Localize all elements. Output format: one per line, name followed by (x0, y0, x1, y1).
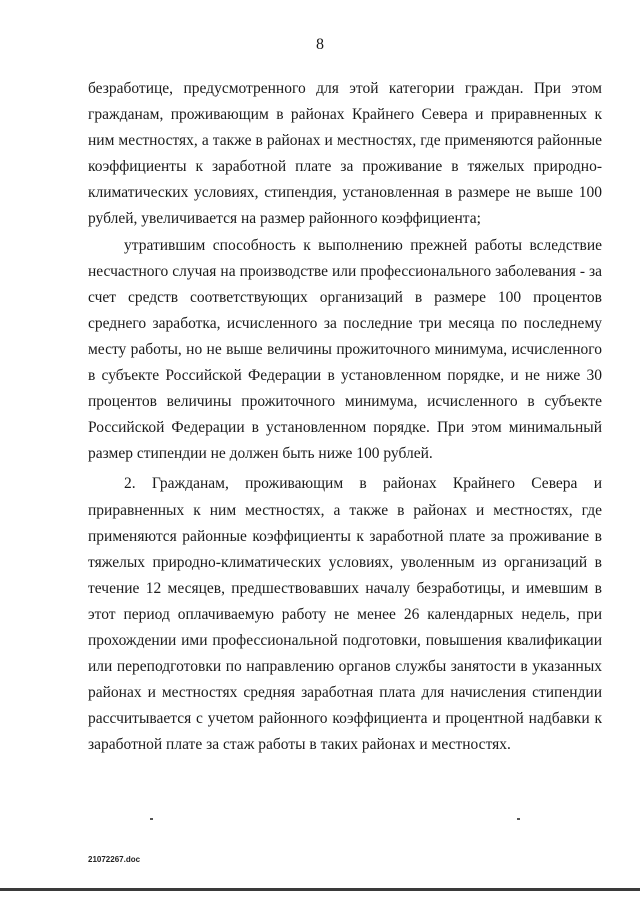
page-number: 8 (316, 36, 324, 53)
scan-mark-right (517, 818, 520, 820)
paragraph-disability-stipend: утратившим способность к выполнению прежней работы вследствие несчастного случая на производстве или профессионального заболевания - за счет средств соответствующих организаций в размере 100 процентов среднего заработка, исчисленного за последние три месяца по последнему месту работы, но не выше величины прожиточного минимума, исчисленного в субъекте Российской Федерации в установленном порядке, и не ниже 30 процентов величины прожиточного минимума, исчисленного в субъекте Российской Федерации в установленном порядке. При этом минимальный размер стипендии не должен быть ниже 100 рублей. (88, 236, 602, 463)
scan-mark-left (150, 818, 153, 820)
paragraph-continuation: безработице, предусмотренного для этой категории граждан. При этом гражданам, проживающим в районах Крайнего Севера и приравненных к ним местностях, а также в районах и местностях, где применяются районные коэффициенты к заработной плате за проживание в тяжелых природно-климатических условиях, стипендия, установленная в размере не выше 100 рублей, увеличивается на размер районного коэффициента; (88, 80, 602, 228)
bottom-rule (0, 888, 640, 891)
paragraph-northern-regions: 2. Гражданам, проживающим в районах Крайнего Севера и приравненных к ним местностях, а также в районах и местностях, где применяются районные коэффициенты к заработной плате за проживание в тяжелых природно-климатических условиях, уволенным из организаций в течение 12 месяцев, предшествовавших началу безработицы, и имевшим в этот период оплачиваемую работу не менее 26 календарных недель, при прохождении ими профессиональной подготовки, повышения квалификации или переподготовки по направлению органов службы занятости в указанных районах и местностях средняя заработная плата для начисления стипендии рассчитывается с учетом районного коэффициента и процентной надбавки к заработной плате за стаж работы в таких районах и местностях. (88, 475, 602, 754)
document-file-code: 21072267.doc (88, 855, 141, 864)
document-body (88, 76, 602, 758)
